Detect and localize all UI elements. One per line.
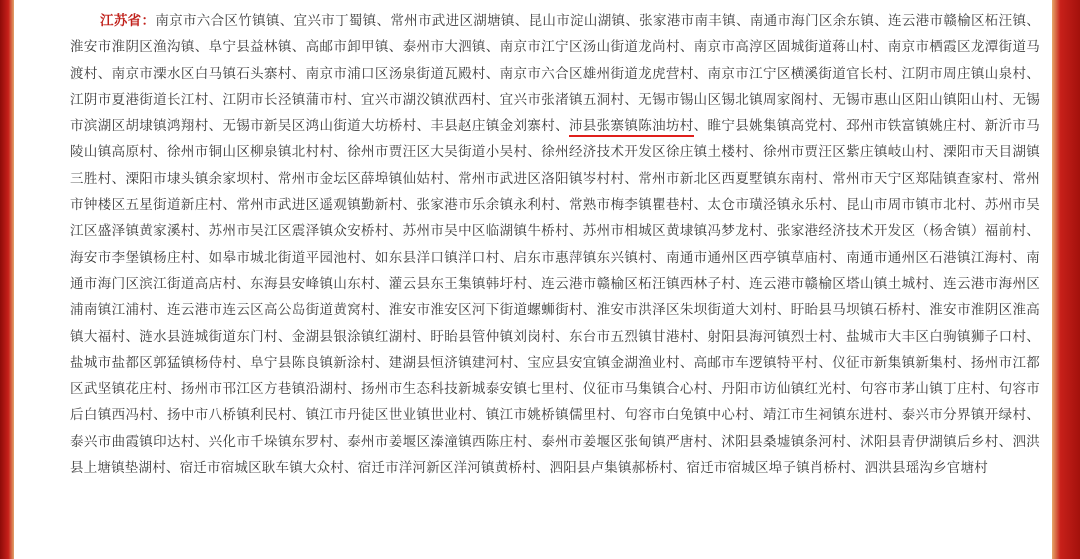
right-red-border bbox=[1052, 0, 1080, 559]
highlighted-village: 沛县张寨镇陈油坊村 bbox=[569, 118, 694, 137]
village-list-text-part1: 南京市六合区竹镇镇、宜兴市丁蜀镇、常州市武进区湖塘镇、昆山市淀山湖镇、张家港市南丰镇、南通市海门区余东镇、连云港市赣榆区柘汪镇、淮安市淮阴区渔沟镇、阜宁县益林镇、高邮市卸甲镇、泰州市大泗镇、南京市江宁区汤山街道龙尚村、南京市高淳区固城街道蒋山村、南京市栖霞区龙潭街道马渡村、南京市溧水区白马镇石头寨村、南京市浦口区汤泉街道瓦殿村、南京市六合区雄州街道龙虎营村、南京市江宁区横溪街道官长村、江阴市周庄镇山泉村、江阴市夏港街道长江村、江阴市长泾镇蒲市村、宜兴市湖㳇镇洑西村、宜兴市张渚镇五洞村、无锡市锡山区锡北镇周家阁村、无锡市惠山区阳山镇阳山村、无锡市滨湖区胡埭镇鸿翔村、无锡市新吴区鸿山街道大坊桥村、丰县赵庄镇金刘寨村、 bbox=[70, 13, 1040, 135]
left-red-border bbox=[0, 0, 14, 559]
village-list-paragraph bbox=[70, 8, 1040, 481]
village-list-text-part2: 、睢宁县姚集镇高党村、邳州市铁富镇姚庄村、新沂市马陵山镇高原村、徐州市铜山区柳泉镇北村村、徐州市贾汪区大吴街道小吴村、徐州经济技术开发区徐庄镇土楼村、徐州市贾汪区紫庄镇岐山村、溧阳市天目湖镇三胜村、溧阳市埭头镇余家坝村、常州市金坛区薛埠镇仙姑村、常州市武进区洛阳镇岑村村、常州市新北区西夏墅镇东南村、常州市天宁区郑陆镇查家村、常州市钟楼区五星街道新庄村、常州市武进区遥观镇勤新村、张家港市乐余镇永利村、常熟市梅李镇瞿巷村、太仓市璜泾镇永乐村、昆山市周市镇市北村、苏州市吴江区盛泽镇黄家溪村、苏州市吴江区震泽镇众安桥村、苏州市吴中区临湖镇牛桥村、苏州市相城区黄埭镇冯梦龙村、张家港经济技术开发区（杨舍镇）福前村、海安市李堡镇杨庄村、如皋市城北街道平园池村、如东县洋口镇洋口村、启东市惠萍镇东兴镇村、南通市通州区西亭镇草庙村、南通市通州区石港镇江海村、南通市海门区滨江街道高店村、东海县安峰镇山东村、灌云县东王集镇韩圩村、连云港市赣榆区柘汪镇西林子村、连云港市赣榆区塔山镇土城村、连云港市海州区浦南镇江浦村、连云港市连云区高公岛街道黄窝村、淮安市淮安区河下街道螺蛳街村、淮安市洪泽区朱坝街道大刘村、盱眙县马坝镇石桥村、淮安市淮阴区淮高镇大福村、涟水县涟城街道东门村、金湖县银涂镇红湖村、盱眙县管仲镇刘岗村、东台市五烈镇甘港村、射阳县海河镇烈士村、盐城市大丰区白驹镇狮子口村、盐城市盐都区郭猛镇杨侍村、阜宁县陈良镇新涂村、建湖县恒济镇建河村、宝应县安宜镇金湖渔业村、高邮市车逻镇特平村、仪征市新集镇新集村、扬州市江都区武坚镇花庄村、扬州市邗江区方巷镇沿湖村、扬州市生态科技新城泰安镇七里村、仪征市马集镇合心村、丹阳市访仙镇红光村、句容市茅山镇丁庄村、句容市后白镇西冯村、扬中市八桥镇利民村、镇江市丹徒区世业镇世业村、镇江市姚桥镇儒里村、句容市白兔镇中心村、靖江市生祠镇东进村、泰兴市分界镇开绿村、泰兴市曲霞镇印达村、兴化市千垛镇东罗村、泰州市姜堰区溱潼镇西陈庄村、泰州市姜堰区张甸镇严唐村、沭阳县桑墟镇条河村、沭阳县青伊湖镇后乡村、泗洪县上塘镇垫湖村、宿迁市宿城区耿车镇大众村、宿迁市洋河新区洋河镇黄桥村、泗阳县卢集镇郝桥村、宿迁市宿城区埠子镇肖桥村、泗洪县瑶沟乡官塘村 bbox=[70, 118, 1040, 477]
document-page bbox=[14, 0, 1052, 559]
province-label: 江苏省： bbox=[100, 13, 156, 29]
